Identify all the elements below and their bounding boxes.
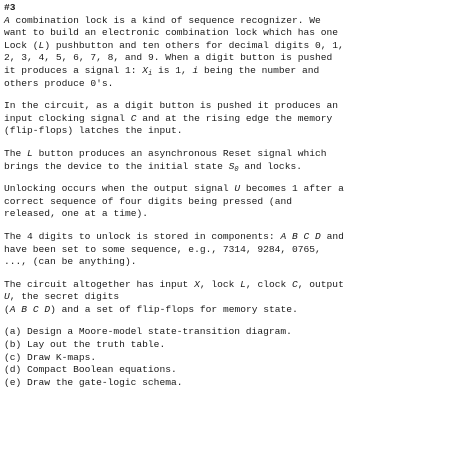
text-line: The 4 digits to unlock is stored in components: A B C D and: [4, 230, 344, 242]
task-item: (b) Lay out the truth table.: [4, 339, 166, 351]
text-line: (A B C D) and a set of flip-flops for memory state.: [4, 303, 298, 315]
text-line: The L button produces an asynchronous Reset signal which: [4, 147, 327, 159]
text-line: 2, 3, 4, 5, 6, 7, 8, and 9. When a digit button is pushed: [4, 52, 333, 64]
paragraph-digits: [4, 231, 460, 269]
text-line: The circuit altogether has input X, lock L, clock C, output: [4, 278, 344, 290]
text-line: brings the device to the initial state $S_0$ and locks.: [4, 160, 302, 174]
text-line: ..., (can be anything).: [4, 256, 137, 268]
paragraph-clocking: [4, 100, 460, 138]
text-line: released, one at a time).: [4, 208, 148, 220]
text-line: Lock (L) pushbutton and ten others for decimal digits 0, 1,: [4, 39, 344, 51]
text-line: Unlocking occurs when the output signal U becomes 1 after a: [4, 183, 344, 195]
paragraph-circuit: [4, 279, 460, 317]
text-line: want to build an electronic combination lock which has one: [4, 27, 339, 39]
text-line: others produce 0's.: [4, 77, 114, 89]
text-line: In the circuit, as a digit button is pushed it produces an: [4, 100, 339, 112]
text-line: (flip-flops) latches the input.: [4, 125, 183, 137]
task-item: (e) Draw the gate-logic schema.: [4, 376, 183, 388]
problem-document: [4, 2, 460, 389]
task-item: (d) Compact Boolean equations.: [4, 364, 177, 376]
task-list: [4, 326, 460, 389]
text-line: U, the secret digits: [4, 291, 120, 303]
problem-number: #3: [4, 2, 16, 13]
paragraph-unlocking: [4, 183, 460, 221]
task-item: (c) Draw K-maps.: [4, 351, 97, 363]
paragraph-reset: [4, 148, 460, 173]
text-line: input clocking signal C and at the rising edge the memory: [4, 112, 333, 124]
text-line: it produces a signal 1: $X_i$ is 1, i being the number and: [4, 64, 320, 78]
task-item: (a) Design a Moore-model state-transition diagram.: [4, 326, 292, 338]
paragraph-intro: [4, 15, 460, 91]
text-line: A combination lock is a kind of sequence recognizer. We: [4, 14, 321, 26]
text-line: correct sequence of four digits being pressed (and: [4, 195, 292, 207]
text-line: have been set to some sequence, e.g., 7314, 9284, 0765,: [4, 243, 321, 255]
